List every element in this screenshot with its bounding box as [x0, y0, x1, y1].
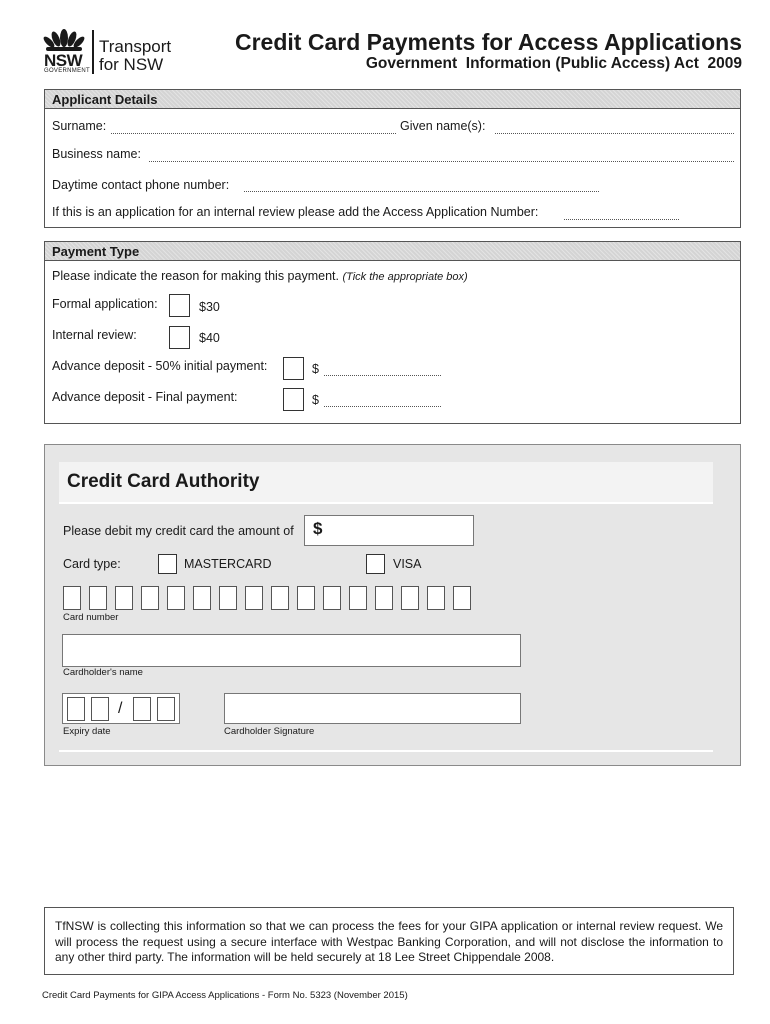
formal-application-amount: $30 — [199, 300, 220, 314]
mastercard-checkbox[interactable] — [158, 554, 177, 574]
payment-type-section — [44, 241, 741, 424]
given-names-field[interactable] — [495, 133, 734, 134]
business-name-field[interactable] — [149, 161, 734, 162]
advance-final-amount-field[interactable] — [324, 406, 441, 407]
expiry-month-digit[interactable] — [67, 697, 85, 721]
expiry-date-label: Expiry date — [63, 726, 111, 737]
advance-final-amount: $ — [312, 393, 319, 407]
card-number-digit[interactable] — [453, 586, 471, 610]
cardholder-signature-field[interactable] — [224, 693, 521, 724]
card-number-label: Card number — [63, 612, 119, 623]
card-number-digit[interactable] — [89, 586, 107, 610]
advance-initial-checkbox[interactable] — [283, 357, 304, 380]
form-footer: Credit Card Payments for GIPA Access Applications - Form No. 5323 (November 2015) — [42, 990, 408, 1001]
advance-initial-label: Advance deposit - 50% initial payment: — [52, 359, 268, 373]
card-number-digit[interactable] — [63, 586, 81, 610]
credit-card-authority-heading: Credit Card Authority — [67, 471, 260, 492]
card-number-digit[interactable] — [323, 586, 341, 610]
cardholder-signature-label: Cardholder Signature — [224, 726, 315, 737]
cardholder-name-field[interactable] — [62, 634, 521, 667]
logo-transport-text: Transport for NSW — [99, 37, 172, 74]
document-subtitle: Government Information (Public Access) Act 2009 — [365, 55, 742, 72]
card-number-digit[interactable] — [297, 586, 315, 610]
nsw-transport-logo — [42, 26, 182, 78]
payment-type-heading: Payment Type — [45, 242, 740, 261]
credit-card-authority-title-bar — [59, 462, 713, 504]
mastercard-label: MASTERCARD — [184, 557, 272, 571]
internal-review-label: If this is an application for an internal review please add the Access Application Number: — [52, 205, 539, 219]
visa-label: VISA — [393, 557, 422, 571]
expiry-year-digit[interactable] — [157, 697, 175, 721]
advance-initial-amount-field[interactable] — [324, 375, 441, 376]
surname-label: Surname: — [52, 119, 107, 133]
phone-field[interactable] — [244, 191, 599, 192]
formal-application-label: Formal application: — [52, 297, 158, 311]
logo-divider — [92, 30, 94, 74]
credit-card-authority-section — [44, 444, 741, 766]
expiry-date-field — [62, 693, 180, 724]
card-number-digit[interactable] — [271, 586, 289, 610]
waratah-icon — [42, 26, 86, 52]
logo-government-text: GOVERNMENT — [44, 68, 91, 74]
formal-application-checkbox[interactable] — [169, 294, 190, 317]
card-number-digit[interactable] — [349, 586, 367, 610]
privacy-notice: TfNSW is collecting this information so that we can process the fees for your GIPA application or internal review request. We will process the request using a secure interface with Westpac Banking Corporation, and will not disclose the information to any other third party. The information will be held securely at 18 Lee Street Chippendale 2008. — [44, 907, 734, 975]
card-number-digit[interactable] — [141, 586, 159, 610]
card-number-digit[interactable] — [167, 586, 185, 610]
document-title: Credit Card Payments for Access Applications — [235, 29, 742, 55]
section-divider — [59, 750, 713, 752]
advance-final-checkbox[interactable] — [283, 388, 304, 411]
dollar-sign: $ — [313, 519, 323, 538]
payment-instruction-note: (Tick the appropriate box) — [342, 271, 468, 283]
debit-amount-field[interactable] — [304, 515, 474, 546]
access-application-number-field[interactable] — [564, 219, 679, 220]
phone-label: Daytime contact phone number: — [52, 178, 230, 192]
card-type-label: Card type: — [63, 557, 121, 571]
internal-review-checkbox[interactable] — [169, 326, 190, 349]
internal-review-amount: $40 — [199, 331, 220, 345]
business-name-label: Business name: — [52, 147, 141, 161]
expiry-separator: / — [118, 700, 123, 717]
card-number-digit[interactable] — [193, 586, 211, 610]
card-number-digit[interactable] — [245, 586, 263, 610]
visa-checkbox[interactable] — [366, 554, 385, 574]
applicant-details-heading: Applicant Details — [45, 90, 740, 109]
applicant-details-section — [44, 89, 741, 228]
expiry-month-digit[interactable] — [91, 697, 109, 721]
advance-final-label: Advance deposit - Final payment: — [52, 390, 238, 404]
cardholder-name-label: Cardholder's name — [63, 667, 143, 678]
card-number-digit[interactable] — [375, 586, 393, 610]
card-number-digit[interactable] — [401, 586, 419, 610]
payment-instruction: Please indicate the reason for making this payment. (Tick the appropriate box) — [52, 269, 468, 283]
card-number-digit[interactable] — [427, 586, 445, 610]
logo-nsw-text: NSW — [44, 51, 83, 70]
expiry-year-digit[interactable] — [133, 697, 151, 721]
internal-review-option-label: Internal review: — [52, 328, 137, 342]
card-number-digit[interactable] — [219, 586, 237, 610]
card-number-digit[interactable] — [115, 586, 133, 610]
given-names-label: Given name(s): — [400, 119, 486, 133]
surname-field[interactable] — [111, 133, 396, 134]
advance-initial-amount: $ — [312, 362, 319, 376]
debit-amount-label: Please debit my credit card the amount of — [63, 524, 294, 538]
